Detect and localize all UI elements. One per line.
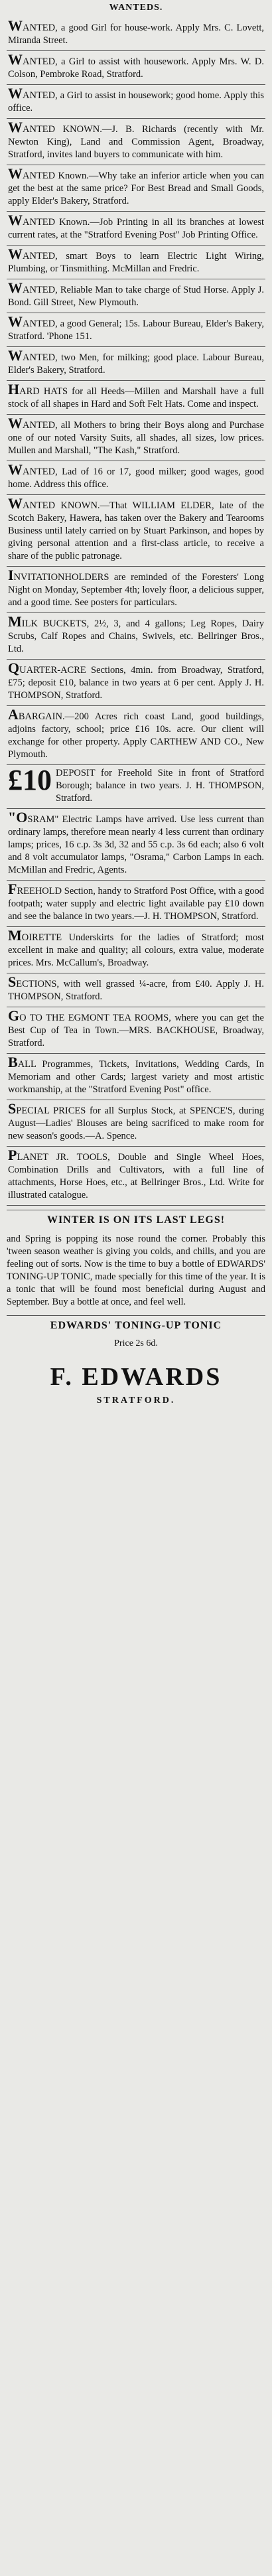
ad-text (8, 463, 264, 491)
ad-lead-letter: W (8, 212, 23, 228)
ad-text (8, 349, 264, 377)
section-header: WANTEDS. (109, 3, 163, 13)
ad-lead-letter: W (8, 495, 23, 512)
ad-body: ANTED, a Girl to assist with housework. Apply Mrs. W. D. Colson, Pembroke Road, Stratford. (8, 56, 264, 80)
ad-body: ANTED, Reliable Man to take charge of Stud Horse. Apply J. Bond. Gill Street, New Plymouth. (8, 285, 264, 308)
ad-text (8, 1102, 264, 1143)
ad-text (8, 1149, 264, 1202)
ad-body: BARGAIN.—200 Acres rich coast Land, good buildings, adjoins factory, school; price £16 10s. acre. Our client will exchange for other property. Apply CARTHEW AND CO., New Plymouth. (8, 711, 264, 760)
classified-ad (7, 881, 265, 927)
classified-ad (7, 973, 265, 1007)
ad-body: LANET JR. TOOLS, Double and Single Wheel Hoes, Combination Drills and Cultivators, with a full line of attachments, Horse Hoes, etc., at Bellringer Bros., Ltd. Write for illustrated catalogue. (8, 1152, 264, 1200)
ad-text (8, 497, 264, 563)
ad-body: PECIAL PRICES for all Surplus Stock, at SPENCE'S, during August—Ladies' Blouses are being sacrificed to make room for new season's goods.—A. Spence. (8, 1106, 264, 1141)
ad-body: ALL Programmes, Tickets, Invitations, Wedding Cards, In Memoriam and other Cards; largest variety and most artistic workmanship, at the "Stratford Evening Post" office. (8, 1059, 264, 1095)
ad-lead-letter: F (8, 881, 17, 897)
classified-ad (7, 613, 265, 660)
ad-text (8, 569, 264, 609)
ad-text (8, 167, 264, 208)
ad-lead-letter: W (8, 313, 23, 330)
classified-ad (7, 313, 265, 347)
ad-body: ANTED KNOWN.—That WILLIAM ELDER, late of the Scotch Bakery, Hawera, has taken over the Bakery and Tearooms Business until lately carried on by Stuart Parkinson, and hopes by giving personal attention and a first-class article, to receive a share of the public patronage. (8, 500, 264, 561)
ad-body: ANTED, all Mothers to bring their Boys along and Purchase one of our noted Varsity Suits, all shades, all sizes, low prices. Mullen and Marshall, "The Kash," Stratford. (8, 420, 264, 456)
winter-title: WINTER IS ON ITS LAST LEGS! (46, 1214, 226, 1226)
ad-body: ANTED, a good General; 15s. Labour Bureau, Elder's Bakery, Stratford. 'Phone 151. (8, 319, 264, 342)
ad-text (8, 214, 264, 242)
ad-lead-letter: £10 (8, 764, 52, 796)
ad-body: ANTED, Lad of 16 or 17, good milker; good wages, good home. Address this office. (8, 466, 264, 490)
ad-body: OIRETTE Underskirts for the ladies of Stratford; most excellent in make and quality; all colours, extra value, moderate prices. Mrs. McCallum's, Broadway. (8, 932, 264, 968)
ad-body: ANTED Known.—Job Printing in all its branches at lowest current rates, at the "Stratford Evening Post" Job Printing Office. (8, 217, 264, 240)
ad-text (8, 53, 264, 81)
ad-body: ANTED, smart Boys to learn Electric Light Wiring, Plumbing, or Tinsmithing. McMillan and Fredric. (8, 251, 264, 274)
firm-town: STRATFORD. (96, 1395, 176, 1405)
ad-text (8, 1009, 264, 1050)
ad-lead-letter: M (8, 613, 22, 630)
ad-body: ECTIONS, with well grassed ¼-acre, from £40. Apply J. H. THOMPSON, Stratford. (8, 979, 264, 1002)
firm-name: F. EDWARDS (50, 1363, 222, 1391)
ad-lead-letter: W (8, 279, 23, 296)
classified-ad (7, 927, 265, 973)
classified-ad (7, 246, 265, 279)
classified-ad (7, 85, 265, 119)
ad-text (8, 121, 264, 161)
ad-body: SRAM" Electric Lamps have arrived. Use less current than ordinary lamps, therefore mean nearly 4 less current than ordinary lamps; prices, 16 c.p. 3s 3d, 32 and 55 c.p. 3s 6d each; also 6 volt and 8 volt accumulator lamps, "Osrama," Carbon Lamps in each. McMillan and Fredric, Agents. (8, 814, 264, 875)
classified-ad (7, 567, 265, 613)
ad-lead-letter: W (8, 246, 23, 262)
classified-ad (7, 119, 265, 165)
ad-lead-letter: G (8, 1007, 20, 1024)
ad-body: O TO THE EGMONT TEA ROOMS, where you can get the Best Cup of Tea in Town.—MRS. BACKHOUSE, Broadway, Stratford. (8, 1013, 264, 1048)
ad-body: NVITATIONHOLDERS are reminded of the Foresters' Long Night on Monday, September 4th; lovely floor, a delicious supper, and a good time. See posters for particulars. (8, 572, 264, 608)
ad-lead-letter: S (8, 1100, 17, 1117)
ad-text (8, 19, 264, 47)
ad-text (8, 708, 264, 761)
ad-text (8, 811, 264, 877)
classified-ad (7, 1100, 265, 1147)
classified-ad (7, 809, 265, 881)
classified-ad (7, 495, 265, 567)
ad-text (8, 281, 264, 309)
ad-text (8, 315, 264, 343)
classified-ad (7, 660, 265, 706)
ad-lead-letter: W (8, 165, 23, 182)
ad-text (8, 383, 264, 411)
winter-body: and Spring is popping its nose round the corner. Probably this 'tween season weather is giving you colds, and chills, and you are feeling out of sorts. Now is the time to buy a bottle of EDWARDS' TONING-UP TONIC, made specially for this time of the year. It is a tonic that will be found most beneficial during August and September. Buy a bottle at once, and feel well. (7, 1234, 265, 1307)
ad-body: ANTED, a Girl to assist in housework; good home. Apply this office. (8, 90, 264, 113)
ad-lead-letter: Q (8, 660, 20, 676)
ad-lead-letter: B (8, 1054, 18, 1070)
ad-lead-letter: M (8, 927, 22, 944)
ad-lead-letter: W (8, 51, 23, 68)
ad-lead-letter: W (8, 461, 23, 478)
ad-body: ANTED, two Men, for milking; good place. Labour Bureau, Elder's Bakery, Stratford. (8, 352, 264, 376)
ad-body: ANTED Known.—Why take an inferior article when you can get the best at the same price? For Best Bread and Small Goods, apply Elder's Bakery, Stratford. (8, 171, 264, 206)
ad-text (8, 929, 264, 969)
ad-text (8, 764, 264, 805)
ad-body: UARTER-ACRE Sections, 4min. from Broadway, Stratford, £75; deposit £10, balance in two years at 6 per cent. Apply J. H. THOMPSON, Stratford. (8, 665, 264, 701)
ad-body: ANTED KNOWN.—J. B. Richards (recently with Mr. Newton King), Land and Commission Agent, Broadway, Stratford, invites land buyers to communicate with him. (8, 124, 264, 160)
classified-ad (7, 765, 265, 809)
classified-ad (7, 279, 265, 313)
classified-ad (7, 165, 265, 212)
ad-text (8, 248, 264, 275)
winter-advert (7, 1210, 265, 1406)
ad-text (8, 1056, 264, 1096)
ad-lead-letter: P (8, 1147, 17, 1163)
ad-text (8, 87, 264, 115)
classified-ad (7, 706, 265, 765)
ad-text (8, 975, 264, 1003)
classified-ad (7, 1007, 265, 1054)
ad-lead-letter: S (8, 973, 17, 990)
classified-ad (7, 1054, 265, 1100)
ad-text (8, 615, 264, 656)
tonic-price: Price 2s 6d. (114, 1338, 158, 1348)
classified-ad (7, 381, 265, 415)
ad-body: REEHOLD Section, handy to Stratford Post Office, with a good footpath; water supply and electric light available pay £10 down and see the balance in two years.—J. H. THOMPSON, Stratford. (8, 886, 264, 922)
classified-ad (7, 212, 265, 246)
ad-lead-letter: H (8, 381, 20, 397)
ad-text (8, 662, 264, 702)
ad-lead-letter: W (8, 347, 23, 364)
classified-ads (7, 17, 265, 1206)
classified-ad (7, 415, 265, 461)
ad-lead-letter: A (8, 706, 19, 723)
ad-body: ARD HATS for all Heeds—Millen and Marshall have a full stock of all shapes in Hard and Soft Felt Hats. Come and inspect. (8, 386, 264, 409)
classified-ad (7, 461, 265, 495)
ad-lead-letter: "O (8, 809, 28, 825)
ad-lead-letter: W (8, 119, 23, 135)
ad-text (8, 417, 264, 457)
ad-body: ILK BUCKETS, 2½, 3, and 4 gallons; Leg Ropes, Dairy Scrubs, Calf Ropes and Chains, Swivels, etc. Bellringer Bros., Ltd. (8, 618, 264, 654)
tonic-title: EDWARDS' TONING-UP TONIC (7, 1315, 265, 1332)
classified-ad (7, 1147, 265, 1206)
ad-lead-letter: W (8, 415, 23, 431)
ad-body: DEPOSIT for Freehold Site in front of Stratford Borough; balance in two years. J. H. THOMPSON, Stratford. (56, 768, 264, 804)
ad-lead-letter: W (8, 85, 23, 102)
ad-body: ANTED, a good Girl for house-work. Apply Mrs. C. Lovett, Miranda Street. (8, 23, 264, 46)
ad-text (8, 883, 264, 923)
classified-ad (7, 17, 265, 51)
ad-lead-letter: W (8, 17, 23, 34)
classified-ad (7, 51, 265, 85)
classified-ad (7, 347, 265, 381)
ad-lead-letter: I (8, 567, 14, 583)
